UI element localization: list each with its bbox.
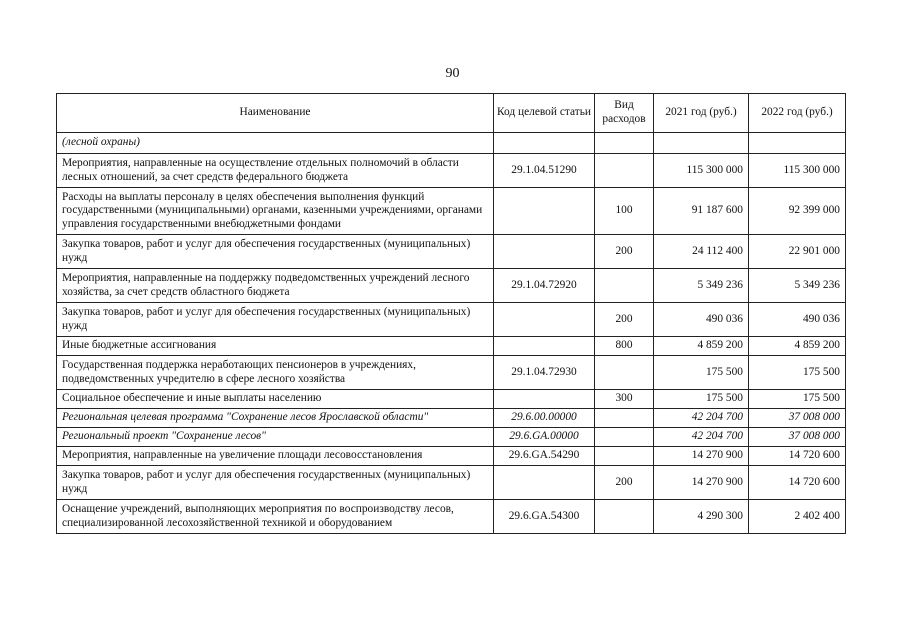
table-row xyxy=(57,447,846,466)
row-year-2022-cell: 22 901 000 xyxy=(749,235,846,269)
row-year-2021-cell: 175 500 xyxy=(654,390,749,409)
row-type-cell xyxy=(595,356,654,390)
row-name-cell: Закупка товаров, работ и услуг для обеспечения государственных (муниципальных) нужд xyxy=(57,303,494,337)
row-code-cell xyxy=(494,390,595,409)
table-row xyxy=(57,269,846,303)
row-code-cell xyxy=(494,188,595,235)
table-row xyxy=(57,235,846,269)
row-year-2021-cell: 14 270 900 xyxy=(654,466,749,500)
row-name-cell: (лесной охраны) xyxy=(57,133,494,154)
row-code-cell: 29.1.04.72920 xyxy=(494,269,595,303)
table-row xyxy=(57,356,846,390)
header-code: Код целевой статьи xyxy=(494,94,595,133)
row-name-cell: Мероприятия, направленные на увеличение площади лесовосстановления xyxy=(57,447,494,466)
row-type-cell xyxy=(595,269,654,303)
row-name-cell: Мероприятия, направленные на осуществление отдельных полномочий в области лесных отношений, за счет средств федерального бюджета xyxy=(57,154,494,188)
row-code-cell xyxy=(494,466,595,500)
row-year-2021-cell: 4 859 200 xyxy=(654,337,749,356)
budget-table xyxy=(56,93,846,534)
row-type-cell xyxy=(595,133,654,154)
table-row xyxy=(57,303,846,337)
row-year-2022-cell: 5 349 236 xyxy=(749,269,846,303)
row-year-2021-cell: 5 349 236 xyxy=(654,269,749,303)
table-row xyxy=(57,466,846,500)
row-year-2021-cell: 175 500 xyxy=(654,356,749,390)
row-year-2022-cell: 2 402 400 xyxy=(749,500,846,534)
row-year-2022-cell: 115 300 000 xyxy=(749,154,846,188)
header-year-2022: 2022 год (руб.) xyxy=(749,94,846,133)
row-year-2022-cell: 175 500 xyxy=(749,356,846,390)
table-body xyxy=(57,133,846,534)
row-year-2022-cell: 14 720 600 xyxy=(749,447,846,466)
row-year-2022-cell: 37 008 000 xyxy=(749,409,846,428)
row-name-cell: Мероприятия, направленные на поддержку подведомственных учреждений лесного хозяйства, за счет средств областного бюджета xyxy=(57,269,494,303)
row-year-2022-cell: 175 500 xyxy=(749,390,846,409)
row-year-2022-cell: 92 399 000 xyxy=(749,188,846,235)
row-code-cell: 29.1.04.72930 xyxy=(494,356,595,390)
row-name-cell: Региональная целевая программа "Сохранение лесов Ярославской области" xyxy=(57,409,494,428)
row-type-cell: 200 xyxy=(595,303,654,337)
row-code-cell xyxy=(494,303,595,337)
row-code-cell xyxy=(494,133,595,154)
header-type: Вид расходов xyxy=(595,94,654,133)
table-row xyxy=(57,390,846,409)
row-type-cell xyxy=(595,409,654,428)
row-type-cell: 100 xyxy=(595,188,654,235)
row-name-cell: Иные бюджетные ассигнования xyxy=(57,337,494,356)
table-row xyxy=(57,188,846,235)
row-name-cell: Региональный проект "Сохранение лесов" xyxy=(57,428,494,447)
row-year-2021-cell xyxy=(654,133,749,154)
row-year-2022-cell: 4 859 200 xyxy=(749,337,846,356)
row-type-cell: 300 xyxy=(595,390,654,409)
row-code-cell: 29.1.04.51290 xyxy=(494,154,595,188)
page-number: 90 xyxy=(445,66,460,81)
table-row xyxy=(57,409,846,428)
row-name-cell: Оснащение учреждений, выполняющих мероприятия по воспроизводству лесов, специализированной лесохозяйственной техникой и оборудованием xyxy=(57,500,494,534)
row-type-cell xyxy=(595,154,654,188)
row-name-cell: Закупка товаров, работ и услуг для обеспечения государственных (муниципальных) нужд xyxy=(57,466,494,500)
row-year-2021-cell: 115 300 000 xyxy=(654,154,749,188)
row-type-cell: 800 xyxy=(595,337,654,356)
row-year-2022-cell: 37 008 000 xyxy=(749,428,846,447)
table-row xyxy=(57,154,846,188)
row-year-2021-cell: 91 187 600 xyxy=(654,188,749,235)
row-year-2021-cell: 490 036 xyxy=(654,303,749,337)
row-year-2021-cell: 24 112 400 xyxy=(654,235,749,269)
row-type-cell xyxy=(595,500,654,534)
row-year-2021-cell: 14 270 900 xyxy=(654,447,749,466)
table-row xyxy=(57,133,846,154)
row-code-cell: 29.6.GA.54290 xyxy=(494,447,595,466)
row-name-cell: Закупка товаров, работ и услуг для обеспечения государственных (муниципальных) нужд xyxy=(57,235,494,269)
row-year-2022-cell xyxy=(749,133,846,154)
table-row xyxy=(57,500,846,534)
row-code-cell: 29.6.GA.54300 xyxy=(494,500,595,534)
row-name-cell: Социальное обеспечение и иные выплаты населению xyxy=(57,390,494,409)
table-row xyxy=(57,337,846,356)
row-type-cell: 200 xyxy=(595,466,654,500)
row-code-cell xyxy=(494,235,595,269)
row-year-2022-cell: 14 720 600 xyxy=(749,466,846,500)
header-row xyxy=(57,94,846,133)
row-code-cell: 29.6.00.00000 xyxy=(494,409,595,428)
header-name: Наименование xyxy=(57,94,494,133)
row-year-2022-cell: 490 036 xyxy=(749,303,846,337)
row-code-cell: 29.6.GA.00000 xyxy=(494,428,595,447)
row-year-2021-cell: 4 290 300 xyxy=(654,500,749,534)
row-type-cell xyxy=(595,447,654,466)
row-year-2021-cell: 42 204 700 xyxy=(654,409,749,428)
row-name-cell: Расходы на выплаты персоналу в целях обеспечения выполнения функций государственными (муниципальными) органами, казенными учреждениями, органами управления государственными внебюджетными фондами xyxy=(57,188,494,235)
table-row xyxy=(57,428,846,447)
row-type-cell xyxy=(595,428,654,447)
row-name-cell: Государственная поддержка неработающих пенсионеров в учреждениях, подведомственных учредителю в сфере лесного хозяйства xyxy=(57,356,494,390)
row-code-cell xyxy=(494,337,595,356)
row-type-cell: 200 xyxy=(595,235,654,269)
row-year-2021-cell: 42 204 700 xyxy=(654,428,749,447)
header-year-2021: 2021 год (руб.) xyxy=(654,94,749,133)
